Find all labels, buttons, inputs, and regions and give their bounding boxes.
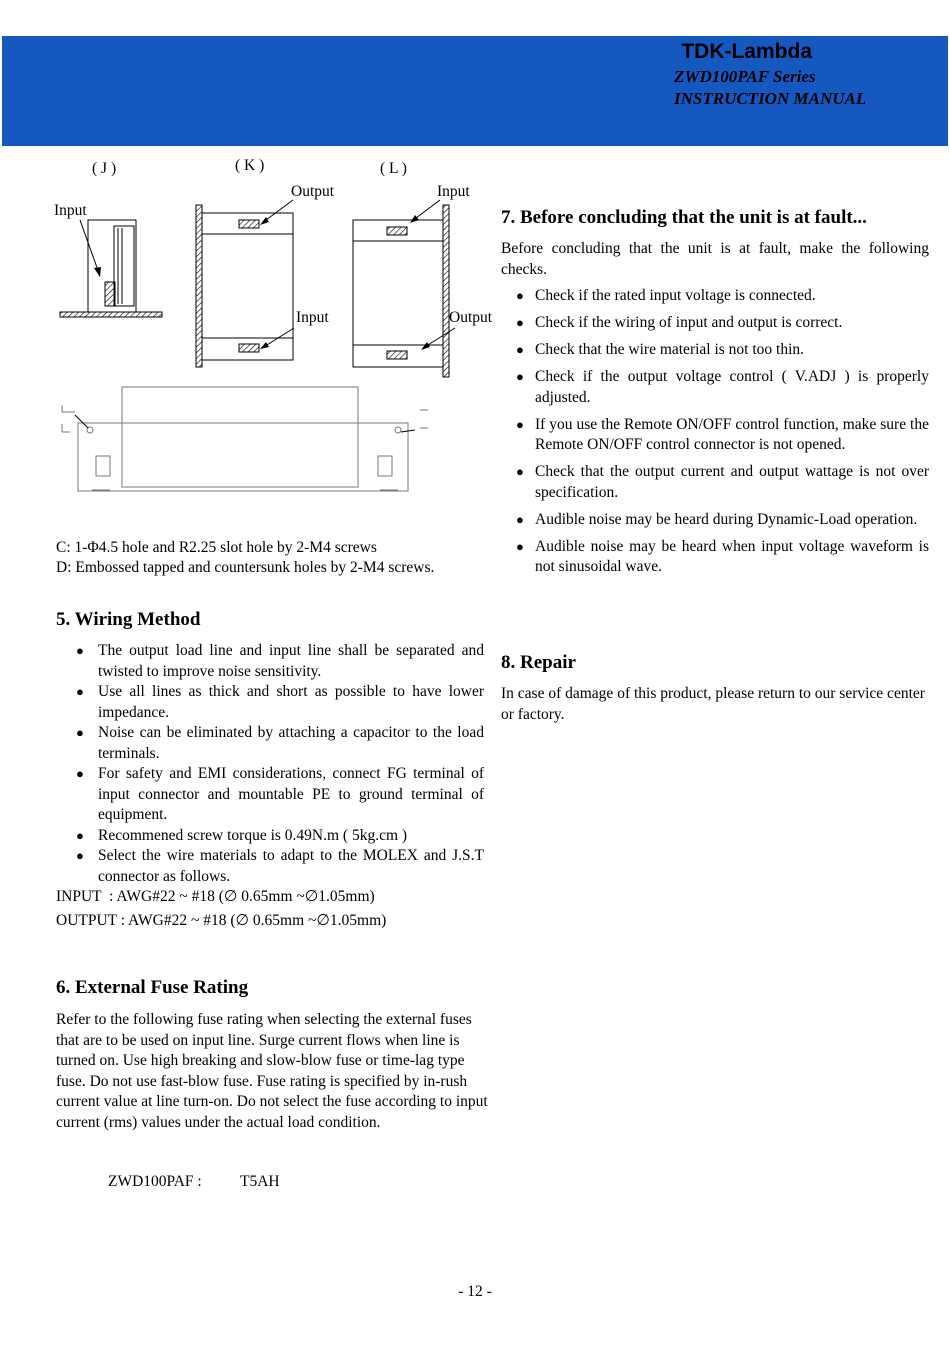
fuse-model: ZWD100PAF : (108, 1173, 202, 1190)
section7-intro: Before concluding that the unit is at fault, make the following checks. (501, 240, 929, 278)
figure-k-input-label: Input (296, 309, 329, 326)
list-item: ● Check if the wiring of input and output is correct. (501, 313, 929, 334)
list-item: ● Check if the rated input voltage is connected. (501, 286, 929, 307)
section7-bullet-list (501, 286, 929, 584)
section5-bullet-list (56, 641, 484, 887)
list-item: ● The output load line and input line shall be separated and twisted to improve noise sensitivity. (56, 641, 484, 682)
figure-l-drawing (353, 200, 455, 377)
input-wire-spec: INPUT : AWG#22 ~ #18 (∅ 0.65mm ~∅1.05mm) (56, 888, 375, 905)
list-item: ● For safety and EMI considerations, connect FG terminal of input connector and mountable PE to ground terminal of equipment. (56, 764, 484, 826)
figure-k-drawing (196, 200, 294, 367)
side-view-drawing (62, 387, 428, 491)
section6-body: Refer to the following fuse rating when selecting the external fuses that are to be used on input line. Surge current flows when line is turned on. Use high breaking and slow-blow fuse or time-lag type fuse. Do not use fast-blow fuse. Fuse rating is specified by in-rush current value at line turn-on. Do not select the fuse according to input current (rms) values under the actual load condition. (56, 1011, 488, 1131)
mounting-note-c: C: 1-Φ4.5 hole and R2.25 slot hole by 2-M4 screws (56, 539, 377, 556)
figure-j-input-label: Input (54, 202, 87, 219)
list-item: ● If you use the Remote ON/OFF control function, make sure the Remote ON/OFF control connector is not opened. (501, 415, 929, 456)
figure-k-output-label: Output (291, 183, 335, 200)
mounting-diagrams (0, 0, 500, 500)
figure-j-drawing (60, 220, 162, 317)
figure-l-input-label: Input (437, 183, 470, 200)
list-item: ● Audible noise may be heard during Dynamic-Load operation. (501, 510, 929, 531)
page-number: - 12 - (458, 1283, 492, 1300)
section8-body: In case of damage of this product, please return to our service center or factory. (501, 685, 925, 723)
list-item: ● Audible noise may be heard when input voltage waveform is not sinusoidal wave. (501, 537, 929, 578)
manual-title: INSTRUCTION MANUAL (674, 89, 867, 108)
list-item: ● Check if the output voltage control ( V.ADJ ) is properly adjusted. (501, 367, 929, 408)
section7-title: 7. Before concluding that the unit is at fault... (501, 207, 867, 228)
list-item: ● Check that the output current and output wattage is not over specification. (501, 462, 929, 503)
output-wire-spec: OUTPUT : AWG#22 ~ #18 (∅ 0.65mm ~∅1.05mm) (56, 912, 387, 929)
series-title: ZWD100PAF Series (674, 67, 816, 86)
list-item: ● Use all lines as thick and short as possible to have lower impedance. (56, 682, 484, 723)
mounting-note-d: D: Embossed tapped and countersunk holes by 2-M4 screws. (56, 559, 435, 576)
list-item: ● Check that the wire material is not too thin. (501, 340, 929, 361)
list-item: ● Select the wire materials to adapt to the MOLEX and J.S.T connector as follows. (56, 846, 484, 887)
figure-k-label: ( K ) (235, 157, 265, 174)
section8-title: 8. Repair (501, 652, 576, 673)
section5-title: 5. Wiring Method (56, 609, 201, 630)
figure-l-output-label: Output (449, 309, 493, 326)
figure-l-label: ( L ) (380, 160, 407, 177)
figure-j-label: ( J ) (92, 160, 117, 177)
brand-name: TDK-Lambda (681, 40, 812, 63)
list-item: ● Noise can be eliminated by attaching a capacitor to the load terminals. (56, 723, 484, 764)
fuse-rating: T5AH (240, 1173, 280, 1190)
section6-title: 6. External Fuse Rating (56, 977, 249, 998)
list-item: ● Recommened screw torque is 0.49N.m ( 5kg.cm ) (56, 826, 484, 847)
